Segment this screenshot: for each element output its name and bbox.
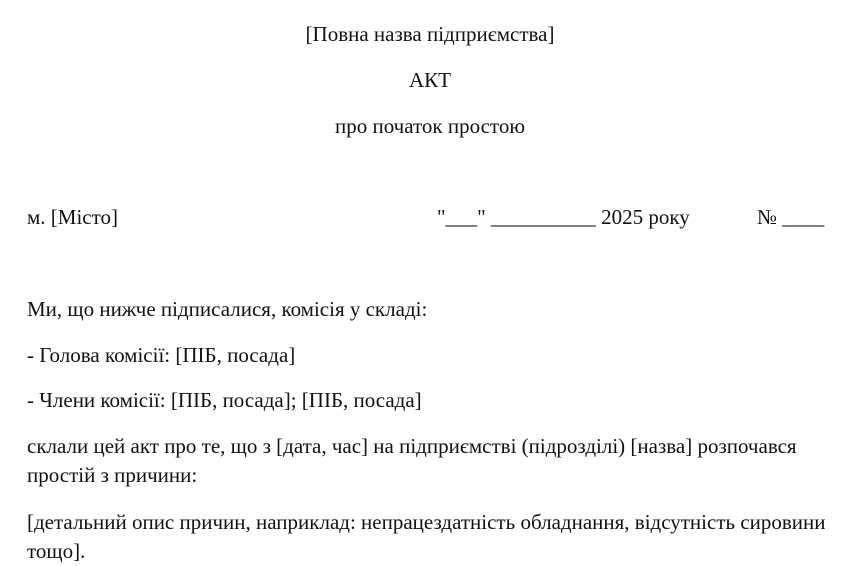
document-title: АКТ [409, 68, 451, 92]
commission-chairman: - Голова комісії: [ПІБ, посада] [27, 343, 296, 367]
statement-paragraph: склали цей акт про те, що з [дата, час] на підприємстві (підрозділі) [назва] розпочався простій з причини: [27, 434, 797, 487]
city: м. [Місто] [27, 205, 119, 229]
act-number: № ____ [757, 205, 825, 229]
company-name: [Повна назва підприємства] [305, 22, 555, 46]
commission-members: - Члени комісії: [ПІБ, посада]; [ПІБ, посада] [27, 388, 422, 412]
date-line: "___" __________ 2025 року [437, 205, 690, 229]
document-subtitle: про початок простою [334, 114, 526, 138]
intro-text: Ми, що нижче підписалися, комісія у складі: [27, 297, 428, 321]
reason-paragraph: [детальний опис причин, наприклад: непрацездатність обладнання, відсутність сировини тощо]. [27, 510, 826, 563]
